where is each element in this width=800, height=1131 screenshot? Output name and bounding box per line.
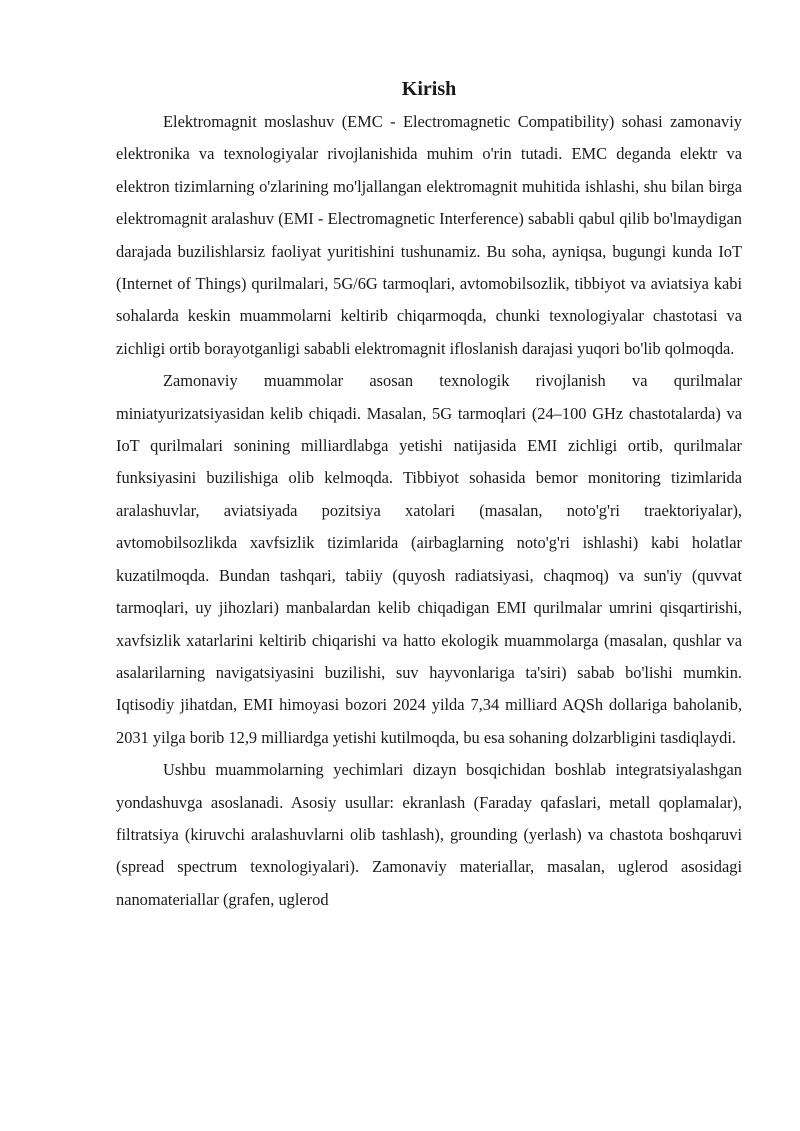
page-title: Kirish <box>401 78 457 100</box>
paragraph-3: Ushbu muammolarning yechimlari dizayn bosqichidan boshlab integratsiyalashgan yondashuvga asoslanadi. Asosiy usullar: ekranlash (Faraday qafaslari, metall qoplamalar), filtratsiya (kiruvchi aralashuvlarni olib tashlash), grounding (yerlash) va chastota boshqaruvi (spread spectrum texnologiyalari). Zamonaviy materiallar, masalan, uglerod asosidagi nanomateriallar (grafen, uglerod <box>116 760 742 909</box>
paragraph-2: Zamonaviy muammolar asosan texnologik rivojlanish va qurilmalar miniatyurizatsiyasidan kelib chiqadi. Masalan, 5G tarmoqlari (24–100 GHz chastotalarda) va IoT qurilmalari sonining milliardlabga yetishi natijasida EMI zichligi ortib, qurilmalar funksiyasini buzilishiga olib kelmoqda. Tibbiyot sohasida bemor monitoring tizimlarida aralashuvlar, aviatsiyada pozitsiya xatolari (masalan, noto'g'ri traektoriyalar), avtomobilsozlikda xavfsizlik tizimlarida (airbaglarning noto'g'ri ishlashi) kabi holatlar kuzatilmoqda. Bundan tashqari, tabiiy (quyosh radiatsiyasi, chaqmoq) va sun'iy (quvvat tarmoqlari, uy jihozlari) manbalardan kelib chiqadigan EMI qurilmalar umrini qisqartirishi, xavfsizlik xatarlarini keltirib chiqarishi va hatto ekologik muammolarga (masalan, qushlar va asalarilarning navigatsiyasini buzilishi, suv hayvonlariga ta'siri) sabab bo'lishi mumkin. Iqtisodiy jihatdan, EMI himoyasi bozori 2024 yilda 7,34 milliard AQSh dollariga baholanib, 2031 yilga borib 12,9 milliardga yetishi kutilmoqda, bu esa sohaning dolzarbligini tasdiqlaydi. <box>116 371 742 747</box>
paragraph-1: Elektromagnit moslashuv (EMC - Electromagnetic Compatibility) sohasi zamonaviy elektronika va texnologiyalar rivojlanishida muhim o'rin tutadi. EMC deganda elektr va elektron tizimlarning o'zlarining mo'ljallangan elektromagnit muhitida ishlashi, shu bilan birga elektromagnit aralashuv (EMI - Electromagnetic Interference) sababli qabul qilib bo'lmaydigan darajada buzilishlarsiz faoliyat yuritishini tushunamiz. Bu soha, ayniqsa, bugungi kunda IoT (Internet of Things) qurilmalari, 5G/6G tarmoqlari, avtomobilsozlik, tibbiyot va aviatsiya kabi sohalarda keskin muammolarni keltirib chiqarmoqda, chunki texnologiyalar chastotasi va zichligi ortib borayotganligi sababli elektromagnit ifloslanish darajasi yuqori bo'lib qolmoqda. <box>116 112 742 358</box>
